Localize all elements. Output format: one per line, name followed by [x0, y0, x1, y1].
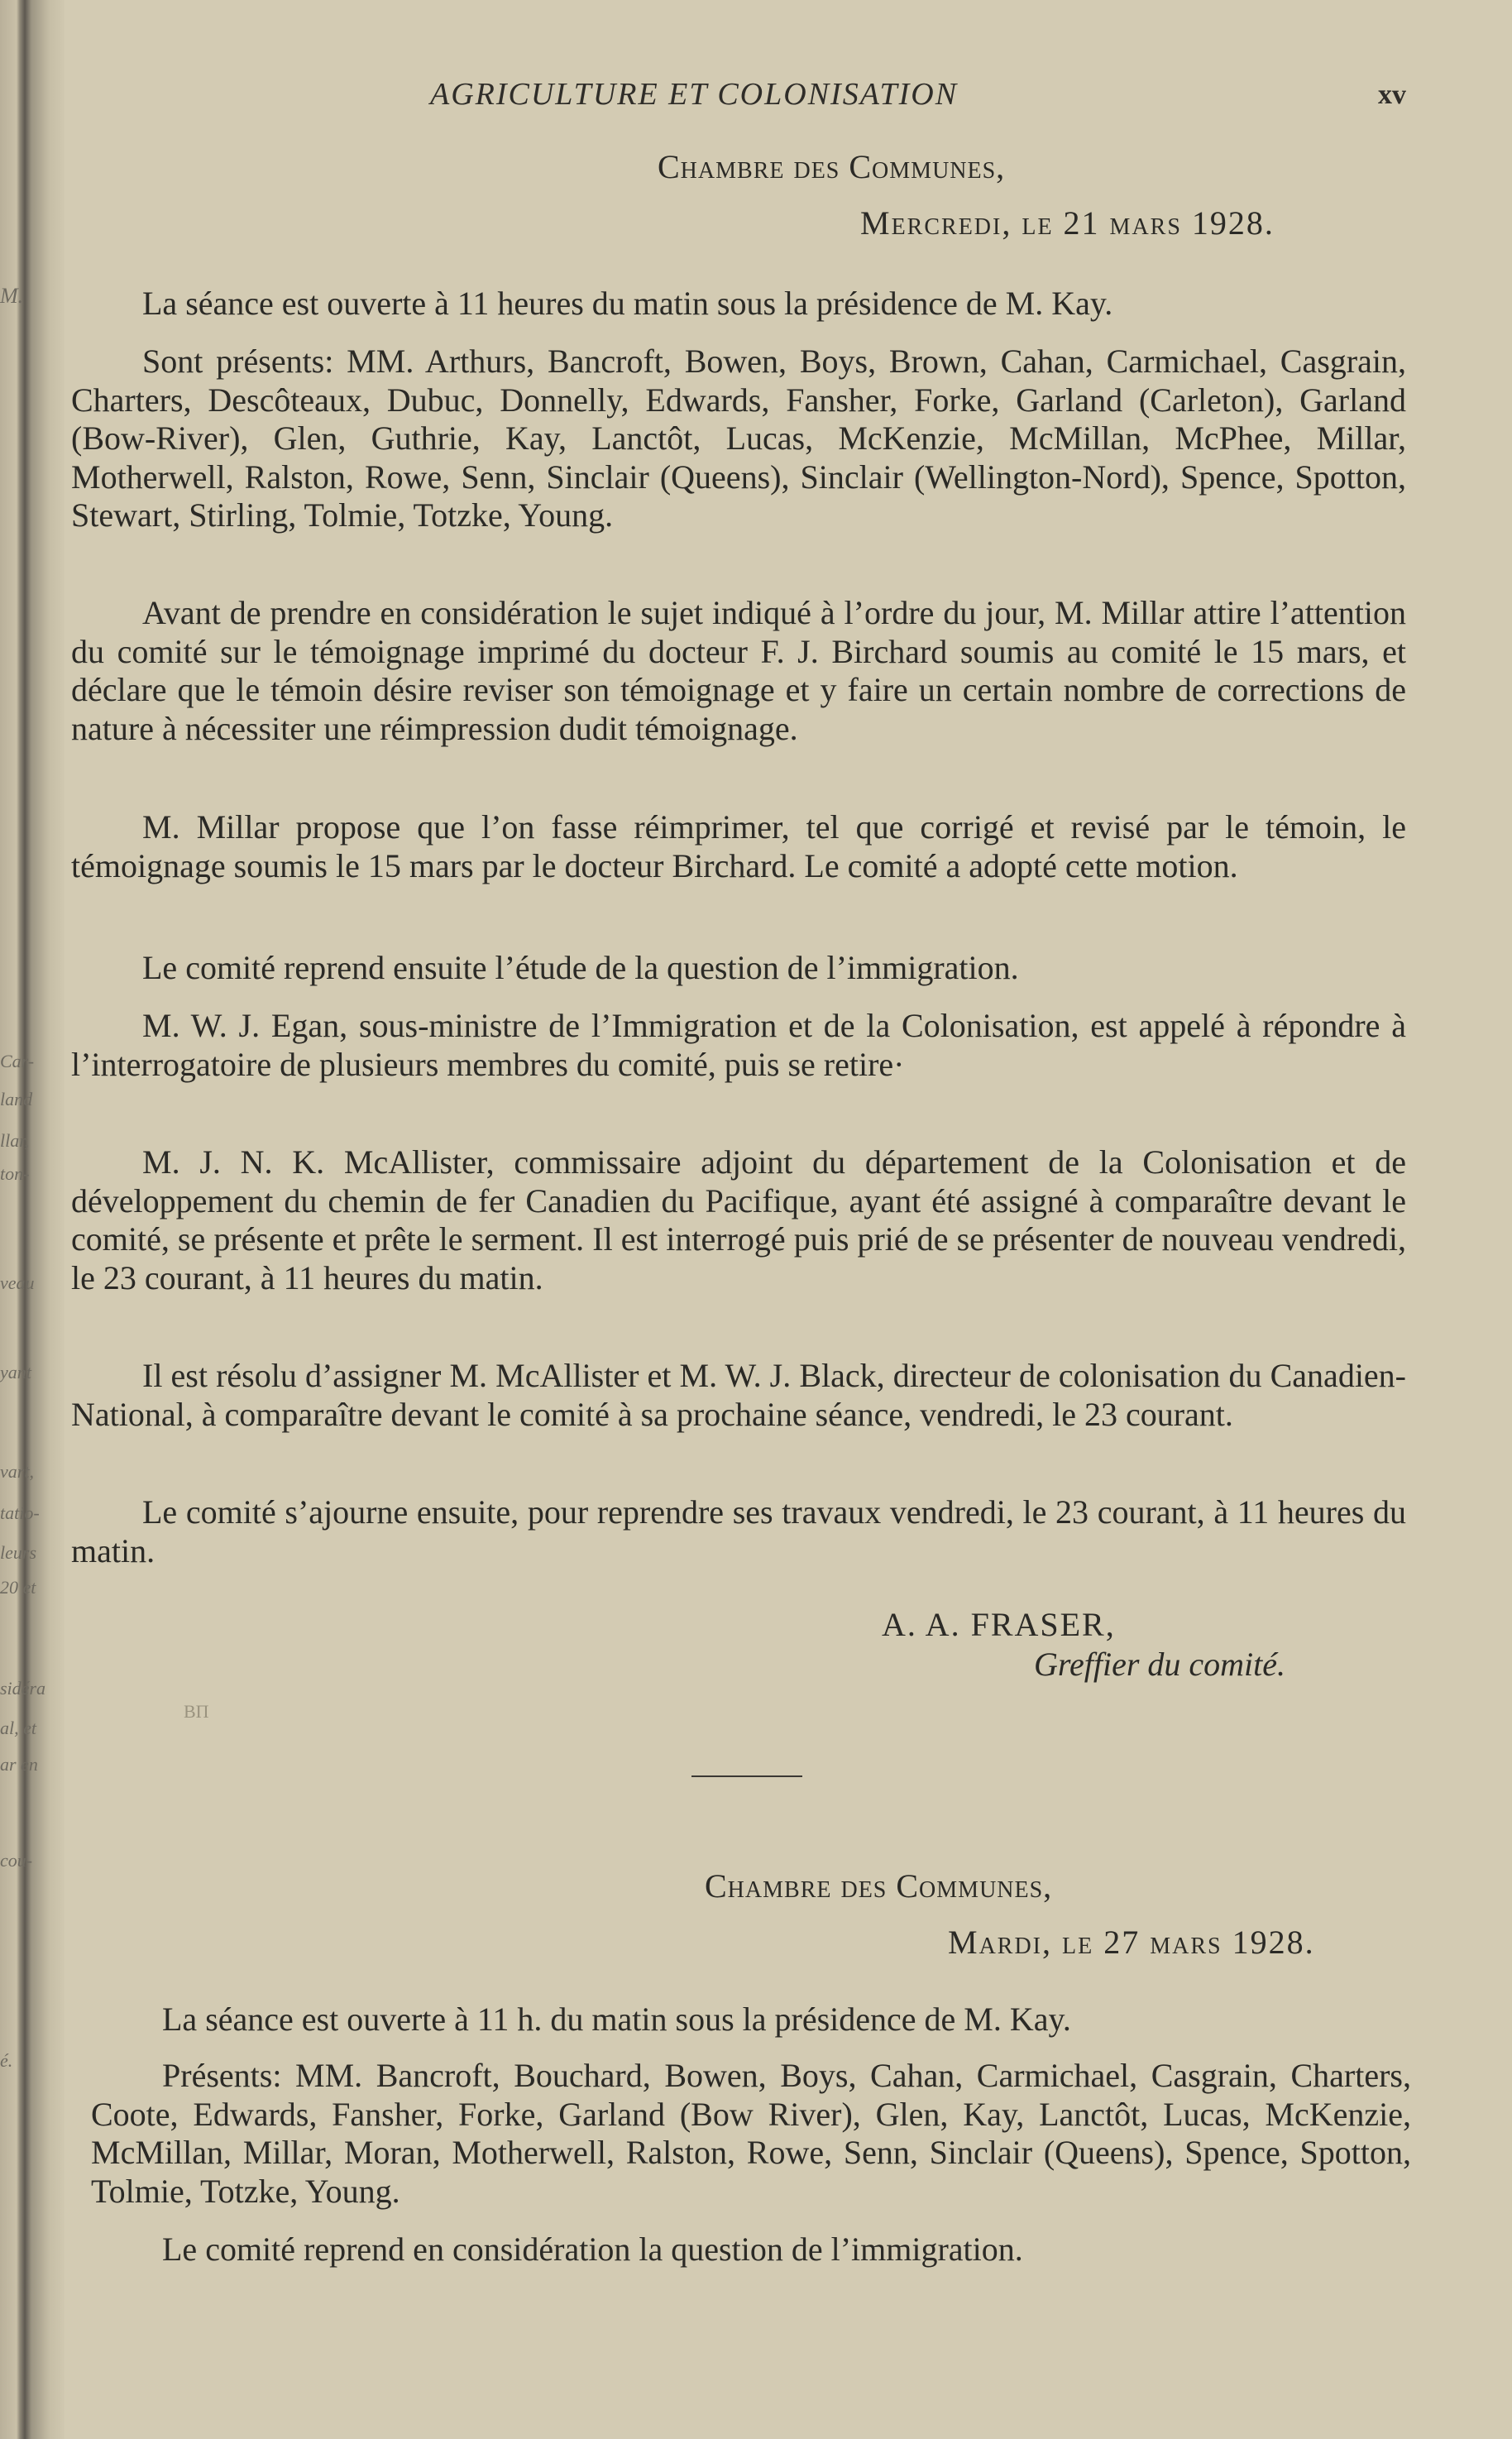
- running-title: AGRICULTURE ET COLONISATION: [430, 77, 959, 112]
- margin-fragment: 20 et: [0, 1577, 36, 1598]
- margin-fragment: vart,: [0, 1461, 34, 1482]
- clerk-title: Greffier du comité.: [1034, 1646, 1286, 1683]
- stray-print-mark: ВП: [184, 1701, 209, 1722]
- margin-fragment: leurs: [0, 1542, 36, 1563]
- margin-fragment: cou-: [0, 1850, 33, 1871]
- margin-fragment: ton-: [0, 1163, 30, 1184]
- book-binding-shadow: [0, 0, 65, 2439]
- minutes-paragraph: La séance est ouverte à 11 h. du matin sous la présidence de M. Kay.: [162, 2001, 1071, 2038]
- margin-fragment: llar,: [0, 1130, 29, 1151]
- minutes-paragraph: M. J. N. K. McAllister, commissaire adjoint du département de la Colonisation et de développement du chemin de fer Canadien du Pacifique, ayant été assigné à comparaître devant le comité, se présente et prête le serment. Il est interrogé puis prié de se présenter de nouveau vendredi, le 23 courant, à 11 heures du matin.: [71, 1143, 1406, 1296]
- margin-fragment: M.: [0, 284, 24, 308]
- margin-fragment: yant: [0, 1362, 31, 1382]
- margin-fragment: é.: [0, 2050, 13, 2071]
- margin-fragment: ar en: [0, 1754, 38, 1775]
- clerk-name: A. A. FRASER,: [882, 1606, 1116, 1643]
- margin-fragment: sidéra: [0, 1678, 45, 1699]
- section-divider: [691, 1775, 802, 1777]
- sitting-date: [860, 204, 1275, 242]
- attendance-paragraph: Présents: MM. Bancroft, Bouchard, Bowen, Boys, Cahan, Carmichael, Casgrain, Charters, Coote, Edwards, Fansher, Forke, Garland (Bow River), Glen, Kay, Lanctôt, Lucas, McKenzie, McMillan, Millar, Moran, Motherwell, Ralston, Rowe, Senn, Sinclair (Queens), Spence, Spotton, Tolmie, Totzke, Young.: [91, 2057, 1411, 2210]
- minutes-paragraph: Avant de prendre en considération le sujet indiqué à l’ordre du jour, M. Millar attire l’attention du comité sur le témoignage imprimé du docteur F. J. Birchard soumis au comité le 15 mars, et déclare que le témoin désire reviser son témoignage et y faire un certain nombre de corrections de nature à nécessiter une réimpression dudit témoignage.: [71, 594, 1406, 747]
- house-heading: Chambre des Communes,: [658, 148, 1006, 185]
- weekday-part: Mercredi, le 21 mars 1928.: [860, 204, 1275, 242]
- margin-fragment: al, et: [0, 1718, 36, 1738]
- margin-fragment: veau: [0, 1272, 35, 1293]
- weekday-part: Mardi, le 27 mars 1928.: [948, 1924, 1315, 1961]
- sitting-date: [948, 1923, 1315, 1962]
- house-heading: Chambre des Communes,: [705, 1867, 1053, 1905]
- minutes-paragraph: Le comité reprend ensuite l’étude de la question de l’immigration.: [142, 949, 1019, 986]
- margin-fragment: tatio-: [0, 1502, 40, 1523]
- minutes-paragraph: M. Millar propose que l’on fasse réimprimer, tel que corrigé et revisé par le témoin, le témoignage soumis le 15 mars par le docteur Birchard. Le comité a adopté cette motion.: [71, 808, 1406, 884]
- margin-fragment: land: [0, 1089, 33, 1109]
- margin-fragment: Car-: [0, 1051, 35, 1071]
- page-number: xv: [1378, 79, 1406, 110]
- attendance-paragraph: Sont présents: MM. Arthurs, Bancroft, Bowen, Boys, Brown, Cahan, Carmichael, Casgrain, Charters, Descôteaux, Dubuc, Donnelly, Edwards, Fansher, Forke, Garland (Carleton), Garland (Bow-River), Glen, Guthrie, Kay, Lanctôt, Lucas, McKenzie, McMillan, McPhee, Millar, Motherwell, Ralston, Rowe, Senn, Sinclair (Queens), Sinclair (Wellington-Nord), Spence, Spotton, Stewart, Stirling, Tolmie, Totzke, Young.: [71, 343, 1406, 534]
- minutes-paragraph: Il est résolu d’assigner M. McAllister et M. W. J. Black, directeur de colonisation du Canadien-National, à comparaître devant le comité à sa prochaine séance, vendredi, le 23 courant.: [71, 1357, 1406, 1433]
- minutes-paragraph: Le comité s’ajourne ensuite, pour reprendre ses travaux vendredi, le 23 courant, à 11 heures du matin.: [71, 1493, 1406, 1569]
- minutes-paragraph: M. W. J. Egan, sous-ministre de l’Immigration et de la Colonisation, est appelé à répondre à l’interrogatoire de plusieurs membres du comité, puis se retire·: [71, 1007, 1406, 1083]
- minutes-paragraph: Le comité reprend en considération la question de l’immigration.: [162, 2231, 1023, 2268]
- minutes-paragraph: La séance est ouverte à 11 heures du matin sous la présidence de M. Kay.: [142, 285, 1113, 322]
